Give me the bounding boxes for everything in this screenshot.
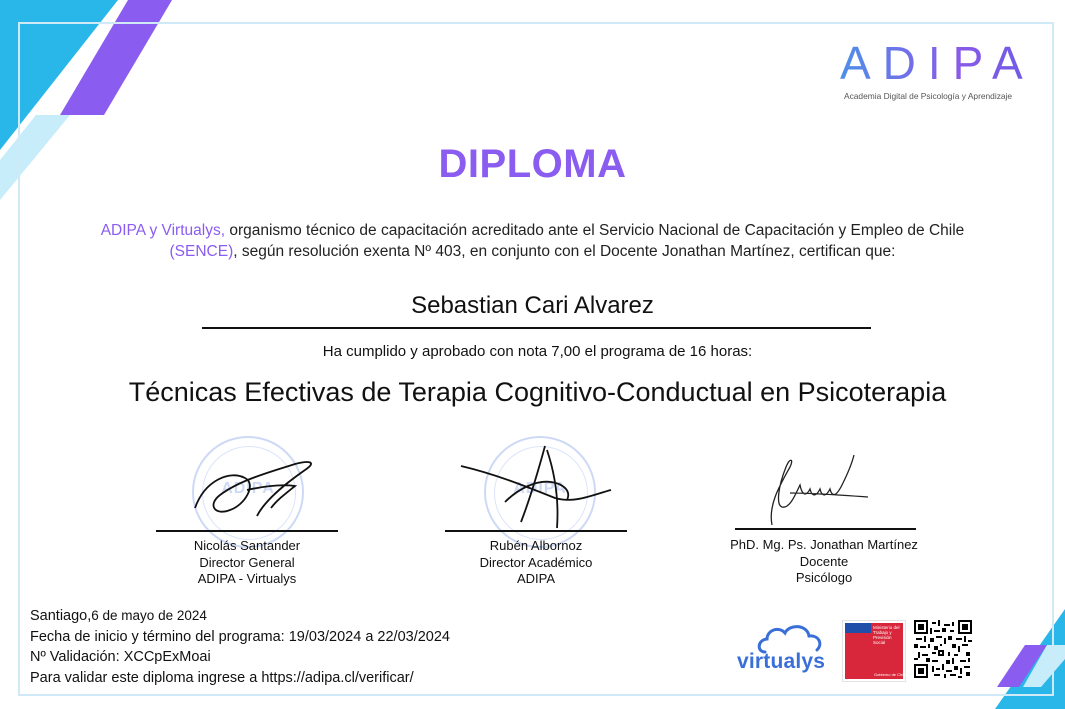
virtualys-wordmark: virtualys xyxy=(737,650,826,673)
virtualys-logo xyxy=(737,622,837,678)
program-dates-line xyxy=(30,627,450,648)
signatory-3 xyxy=(709,537,939,587)
signatory-1-role: Director General xyxy=(199,554,295,570)
signature-3 xyxy=(760,445,875,540)
intro-text-1: organismo técnico de capacitación acreditado ante el Servicio Nacional de Capacitación y Empleo de Chile xyxy=(225,222,965,239)
emblem-ministry-text: Ministerio del Trabajo y Previsión Social xyxy=(873,625,900,645)
name-underline xyxy=(202,327,871,329)
grade-prefix: Ha cumplido y aprobado con nota xyxy=(322,343,548,360)
grade-value: 7,00 xyxy=(551,343,581,360)
signatory-2-role: Director Académico xyxy=(479,554,593,570)
signatory-2-org: ADIPA xyxy=(516,571,556,586)
adipa-logo xyxy=(840,37,1040,104)
signatory-2 xyxy=(430,538,642,588)
verify-url[interactable]: https://adipa.cl/verificar/ xyxy=(261,669,414,686)
logo-subtitle: Academia Digital de Psicología y Aprendizaje xyxy=(844,91,1013,101)
verify-line xyxy=(30,668,450,689)
signature-2 xyxy=(455,440,615,535)
program-dates: 19/03/2024 a 22/03/2024 xyxy=(288,628,450,645)
signatory-1-org: ADIPA - Virtualys xyxy=(197,571,297,586)
signature-line-1 xyxy=(156,530,338,532)
emblem-blue-block xyxy=(845,623,871,633)
emblem-red-block xyxy=(845,633,871,679)
grade-statement xyxy=(0,343,1065,360)
intro-organizations: ADIPA y Virtualys, xyxy=(100,222,226,239)
intro-text-2: , según resolución exenta Nº 403, en conjunto con el Docente Jonathan Martínez, certifican que: xyxy=(233,243,896,260)
program-title: Técnicas Efectivas de Terapia Cognitivo-Conductual en Psicoterapia xyxy=(128,377,947,407)
seal-label: ADIPA xyxy=(513,480,567,497)
verify-label: Para validar este diploma ingrese a xyxy=(30,669,258,686)
signature-line-2 xyxy=(445,530,627,532)
validation-line xyxy=(30,647,450,668)
issue-date: 6 de mayo de 2024 xyxy=(91,608,207,623)
logo-wordmark: ADIPA xyxy=(840,37,1035,89)
footer-details xyxy=(30,606,450,688)
validation-code: XCCpExMoai xyxy=(123,649,211,665)
issue-city: Santiago, xyxy=(30,608,92,624)
grade-suffix: el programa de 16 horas: xyxy=(584,343,753,360)
signatory-1-name: Nicolás Santander xyxy=(193,538,301,553)
signatory-1 xyxy=(140,538,354,588)
issue-date-line xyxy=(30,606,450,627)
signature-1 xyxy=(185,450,325,530)
intro-sence: (SENCE) xyxy=(169,243,234,260)
signature-line-3 xyxy=(735,528,916,530)
signatory-2-name: Rubén Albornoz xyxy=(489,538,583,553)
seal-label: ADIPA xyxy=(221,480,275,497)
signatory-3-org: Psicólogo xyxy=(795,570,853,585)
signatory-3-role: Docente xyxy=(799,553,849,569)
intro-paragraph xyxy=(90,220,975,262)
emblem-footer-text: Gobierno de Chile xyxy=(874,672,907,677)
program-dates-label: Fecha de inicio y término del programa: xyxy=(30,628,285,645)
diploma-title: DIPLOMA xyxy=(438,142,627,186)
recipient-name: Sebastian Cari Alvarez xyxy=(411,292,654,319)
chile-government-emblem xyxy=(842,620,906,682)
validation-label: Nº Validación: xyxy=(30,649,120,665)
qr-code xyxy=(914,620,972,678)
signatory-3-name: PhD. Mg. Ps. Jonathan Martínez xyxy=(730,537,918,552)
